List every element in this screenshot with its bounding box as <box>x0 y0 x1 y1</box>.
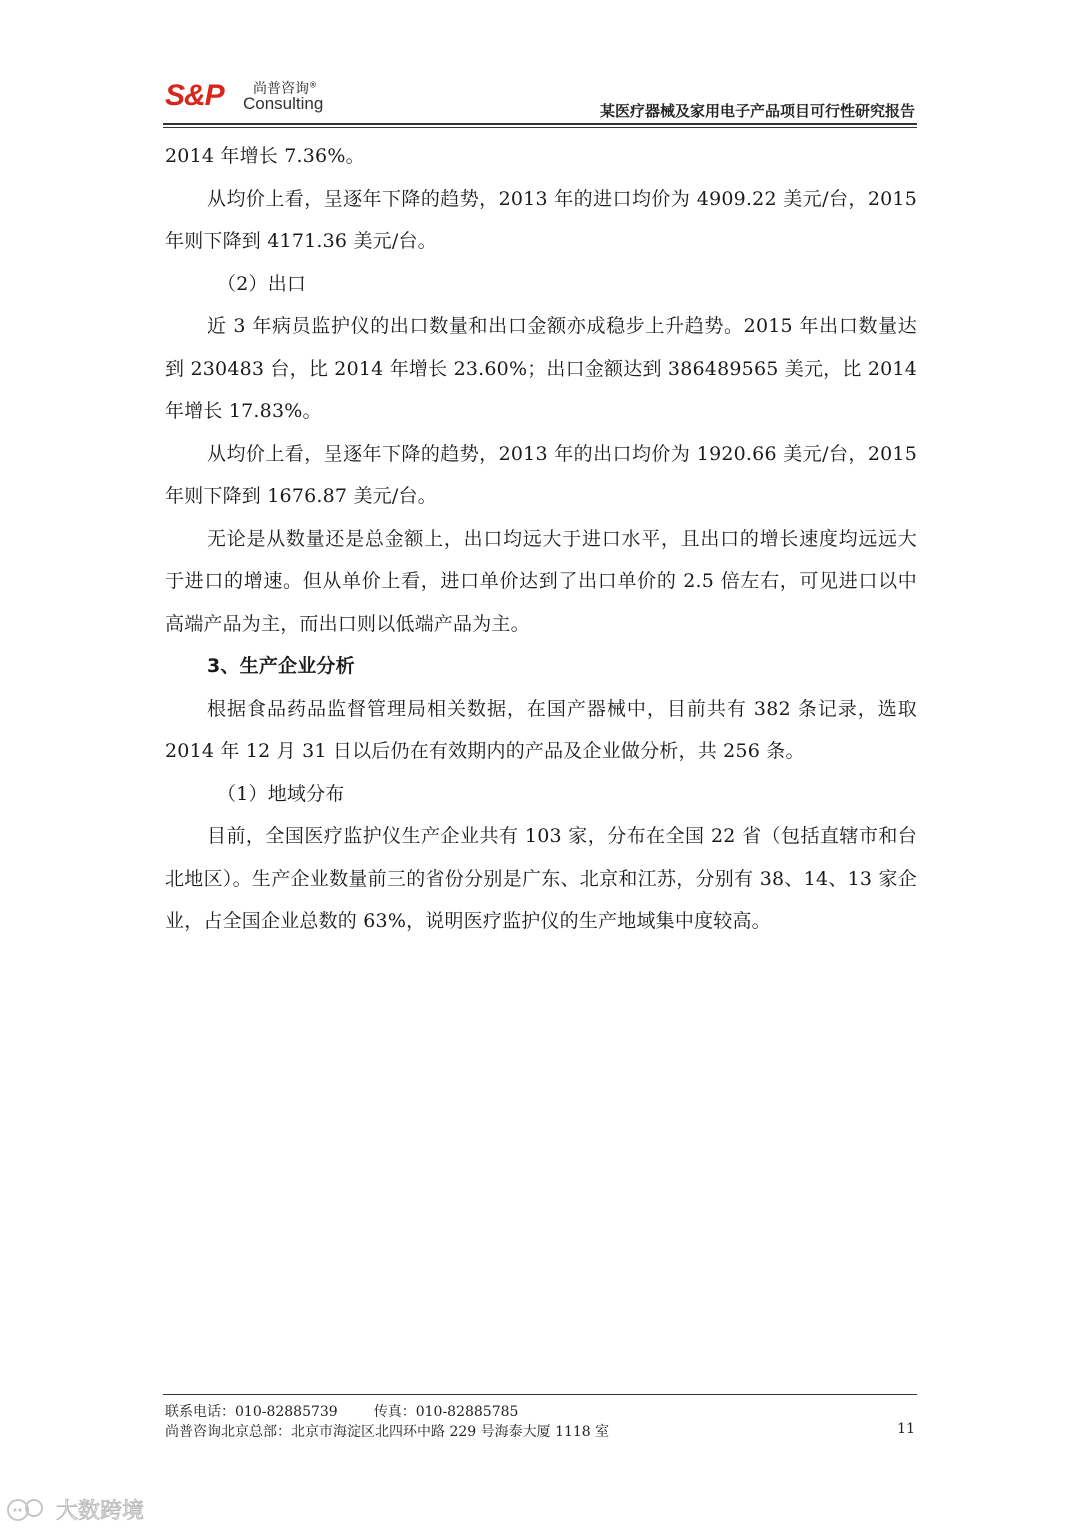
logo-english-name: Consulting <box>243 94 324 113</box>
section-heading-manufacturers: 3、生产企业分析 <box>207 655 355 677</box>
report-title: 某医疗器械及家用电子产品项目可行性研究报告 <box>599 102 915 120</box>
logo-mark: S&P <box>165 79 224 112</box>
chat-bubbles-icon <box>6 1497 50 1523</box>
watermark <box>6 1494 144 1525</box>
paragraph-export-volume: 近 3 年病员监护仪的出口数量和出口金额亦成稳步上升趋势。2015 年出口数量达到 230483 台，比 2014 年增长 23.60%；出口金额达到 386489565 美元，比 2014 年增长 17.83%。 <box>165 315 917 422</box>
logo-chinese-name: 尚普咨询® <box>253 80 317 97</box>
paragraph-import-growth: 2014 年增长 7.36%。 <box>165 145 365 167</box>
paragraph-region-distribution: 目前，全国医疗监护仪生产企业共有 103 家，分布在全国 22 省（包括直辖市和台北地区）。生产企业数量前三的省份分别是广东、北京和江苏，分别有 38、14、13 家企业，占全国企业总数的 63%，说明医疗监护仪的生产地域集中度较高。 <box>165 825 917 932</box>
header-divider <box>163 123 917 125</box>
watermark-text: 大数跨境 <box>56 1499 145 1524</box>
header-divider-thin <box>163 127 917 128</box>
paragraph-import-price: 从均价上看，呈逐年下降的趋势，2013 年的进口均价为 4909.22 美元/台，2015 年则下降到 4171.36 美元/台。 <box>165 187 917 252</box>
subheading-region: （1）地域分布 <box>217 782 345 805</box>
footer-phone: 联系电话：010-82885739 <box>165 1404 338 1420</box>
paragraph-export-price: 从均价上看，呈逐年下降的趋势，2013 年的出口均价为 1920.66 美元/台，2015 年则下降到 1676.87 美元/台。 <box>165 442 917 507</box>
footer-address: 尚普咨询北京总部：北京市海淀区北四环中路 229 号海泰大厦 1118 室 <box>165 1424 610 1440</box>
paragraph-comparison: 无论是从数量还是总金额上，出口均远大于进口水平，且出口的增长速度均远远大于进口的增速。但从单价上看，进口单价达到了出口单价的 2.5 倍左右，可见进口以中高端产品为主，而出口则以低端产品为主。 <box>165 527 917 635</box>
body-text <box>165 135 917 943</box>
registered-mark: ® <box>309 80 317 90</box>
subheading-export: （2）出口 <box>217 272 307 295</box>
footer-divider <box>163 1394 917 1395</box>
page-number: 11 <box>897 1421 915 1437</box>
footer-fax: 传真：010-82885785 <box>373 1404 519 1420</box>
footer-contact <box>165 1401 518 1421</box>
paragraph-data-source: 根据食品药品监督管理局相关数据，在国产器械中，目前共有 382 条记录，选取 2014 年 12 月 31 日以后仍在有效期内的产品及企业做分析，共 256 条。 <box>165 697 917 762</box>
